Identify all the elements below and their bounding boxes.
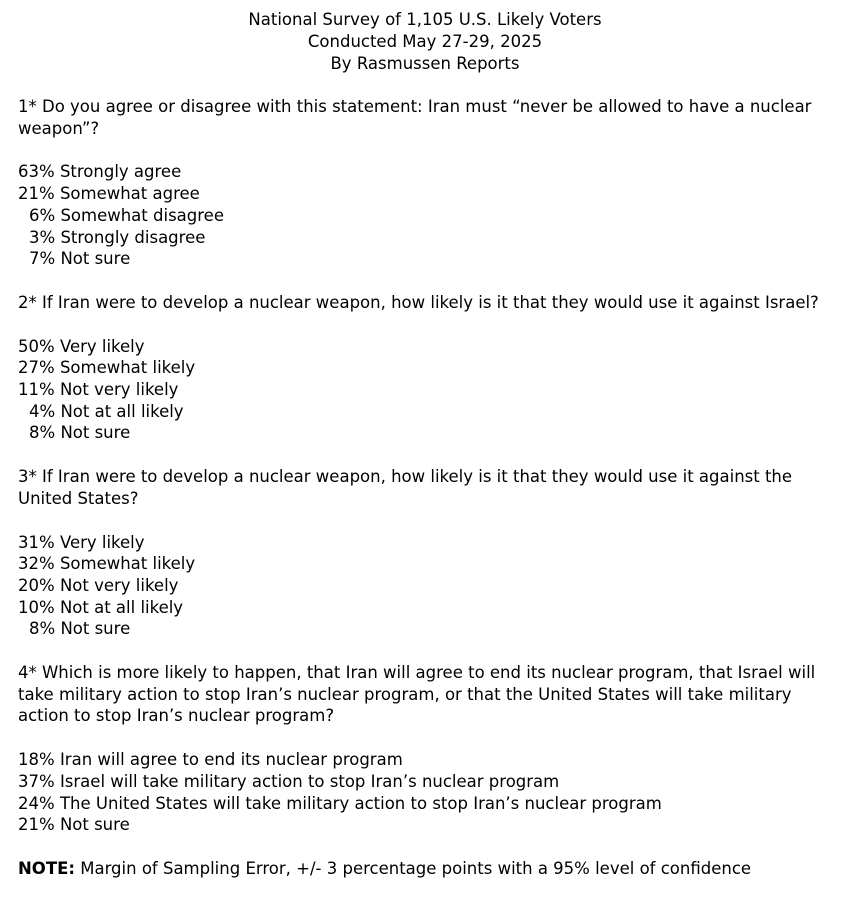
answer-percentage: 11% — [18, 380, 55, 400]
question-text: 1* Do you agree or disagree with this statement: Iran must “never be allowed to have a nuclear weapon”? — [18, 97, 812, 138]
answer-label: Not at all likely — [60, 401, 184, 421]
answer-percentage: 50% — [18, 336, 55, 356]
survey-source: By Rasmussen Reports — [330, 54, 520, 73]
question-text: 3* If Iran were to develop a nuclear weapon, how likely is it that they would use it against the United States? — [18, 467, 793, 508]
survey-header — [18, 9, 832, 75]
answer-label: Not very likely — [59, 575, 179, 595]
answer-list — [18, 336, 832, 445]
answer-percentage: 8% — [29, 619, 56, 639]
question-block — [18, 466, 832, 640]
answer-row — [18, 357, 832, 379]
answer-label: Strongly agree — [59, 162, 182, 182]
answer-row — [18, 532, 832, 554]
answer-row — [18, 749, 832, 771]
question-block — [18, 292, 832, 444]
answer-label: Somewhat disagree — [60, 205, 224, 225]
answer-percentage: 4% — [29, 401, 56, 421]
answer-percentage: 6% — [29, 205, 56, 225]
answer-row — [18, 575, 832, 597]
answer-label: Iran will agree to end its nuclear program — [59, 750, 403, 770]
answer-label: Not at all likely — [59, 597, 184, 617]
answer-label: Somewhat likely — [59, 554, 196, 574]
question-block — [18, 96, 832, 270]
note-label: NOTE: — [18, 858, 75, 878]
question-block — [18, 662, 832, 836]
answer-row — [18, 248, 832, 270]
answer-label: Very likely — [59, 336, 145, 356]
answer-row — [18, 379, 832, 401]
answer-label: Very likely — [59, 532, 145, 552]
answer-percentage: 3% — [29, 227, 56, 247]
survey-title: National Survey of 1,105 U.S. Likely Voters — [248, 10, 602, 29]
questions-list — [18, 96, 832, 836]
answer-row — [18, 597, 832, 619]
answer-label: Somewhat agree — [59, 184, 200, 204]
answer-row — [18, 814, 832, 836]
answer-label: The United States will take military action to stop Iran’s nuclear program — [59, 793, 662, 813]
answer-row — [18, 618, 832, 640]
answer-list — [18, 749, 832, 836]
answer-row — [18, 401, 832, 423]
answer-percentage: 21% — [18, 184, 55, 204]
answer-percentage: 37% — [18, 771, 55, 791]
answer-list — [18, 161, 832, 270]
answer-label: Not very likely — [59, 380, 179, 400]
margin-of-error-note — [18, 858, 832, 880]
answer-row — [18, 771, 832, 793]
answer-label: Not sure — [60, 619, 131, 639]
answer-percentage: 27% — [18, 358, 55, 378]
answer-label: Not sure — [59, 815, 130, 835]
answer-row — [18, 227, 832, 249]
note-text: Margin of Sampling Error, +/- 3 percentage points with a 95% level of confidence — [80, 858, 752, 878]
answer-percentage: 7% — [29, 249, 56, 269]
answer-percentage: 20% — [18, 575, 55, 595]
answer-label: Strongly disagree — [60, 227, 206, 247]
answer-percentage: 21% — [18, 815, 55, 835]
answer-row — [18, 422, 832, 444]
answer-label: Not sure — [60, 423, 131, 443]
answer-row — [18, 336, 832, 358]
question-text: 2* If Iran were to develop a nuclear weapon, how likely is it that they would use it against Israel? — [18, 292, 819, 312]
answer-percentage: 31% — [18, 532, 55, 552]
answer-percentage: 24% — [18, 793, 55, 813]
answer-percentage: 10% — [18, 597, 55, 617]
answer-row — [18, 205, 832, 227]
answer-percentage: 63% — [18, 162, 55, 182]
answer-percentage: 32% — [18, 554, 55, 574]
survey-dates: Conducted May 27-29, 2025 — [307, 32, 543, 51]
answer-row — [18, 161, 832, 183]
answer-label: Not sure — [60, 249, 131, 269]
question-text: 4* Which is more likely to happen, that Iran will agree to end its nuclear program, that Israel will take military action to stop Iran’s nuclear program, or that the United States will take military action to stop Iran’s nuclear program? — [18, 663, 816, 726]
answer-label: Somewhat likely — [59, 358, 196, 378]
answer-row — [18, 183, 832, 205]
answer-percentage: 8% — [29, 423, 56, 443]
answer-list — [18, 532, 832, 641]
answer-row — [18, 793, 832, 815]
answer-row — [18, 553, 832, 575]
answer-label: Israel will take military action to stop Iran’s nuclear program — [59, 771, 560, 791]
answer-percentage: 18% — [18, 750, 55, 770]
